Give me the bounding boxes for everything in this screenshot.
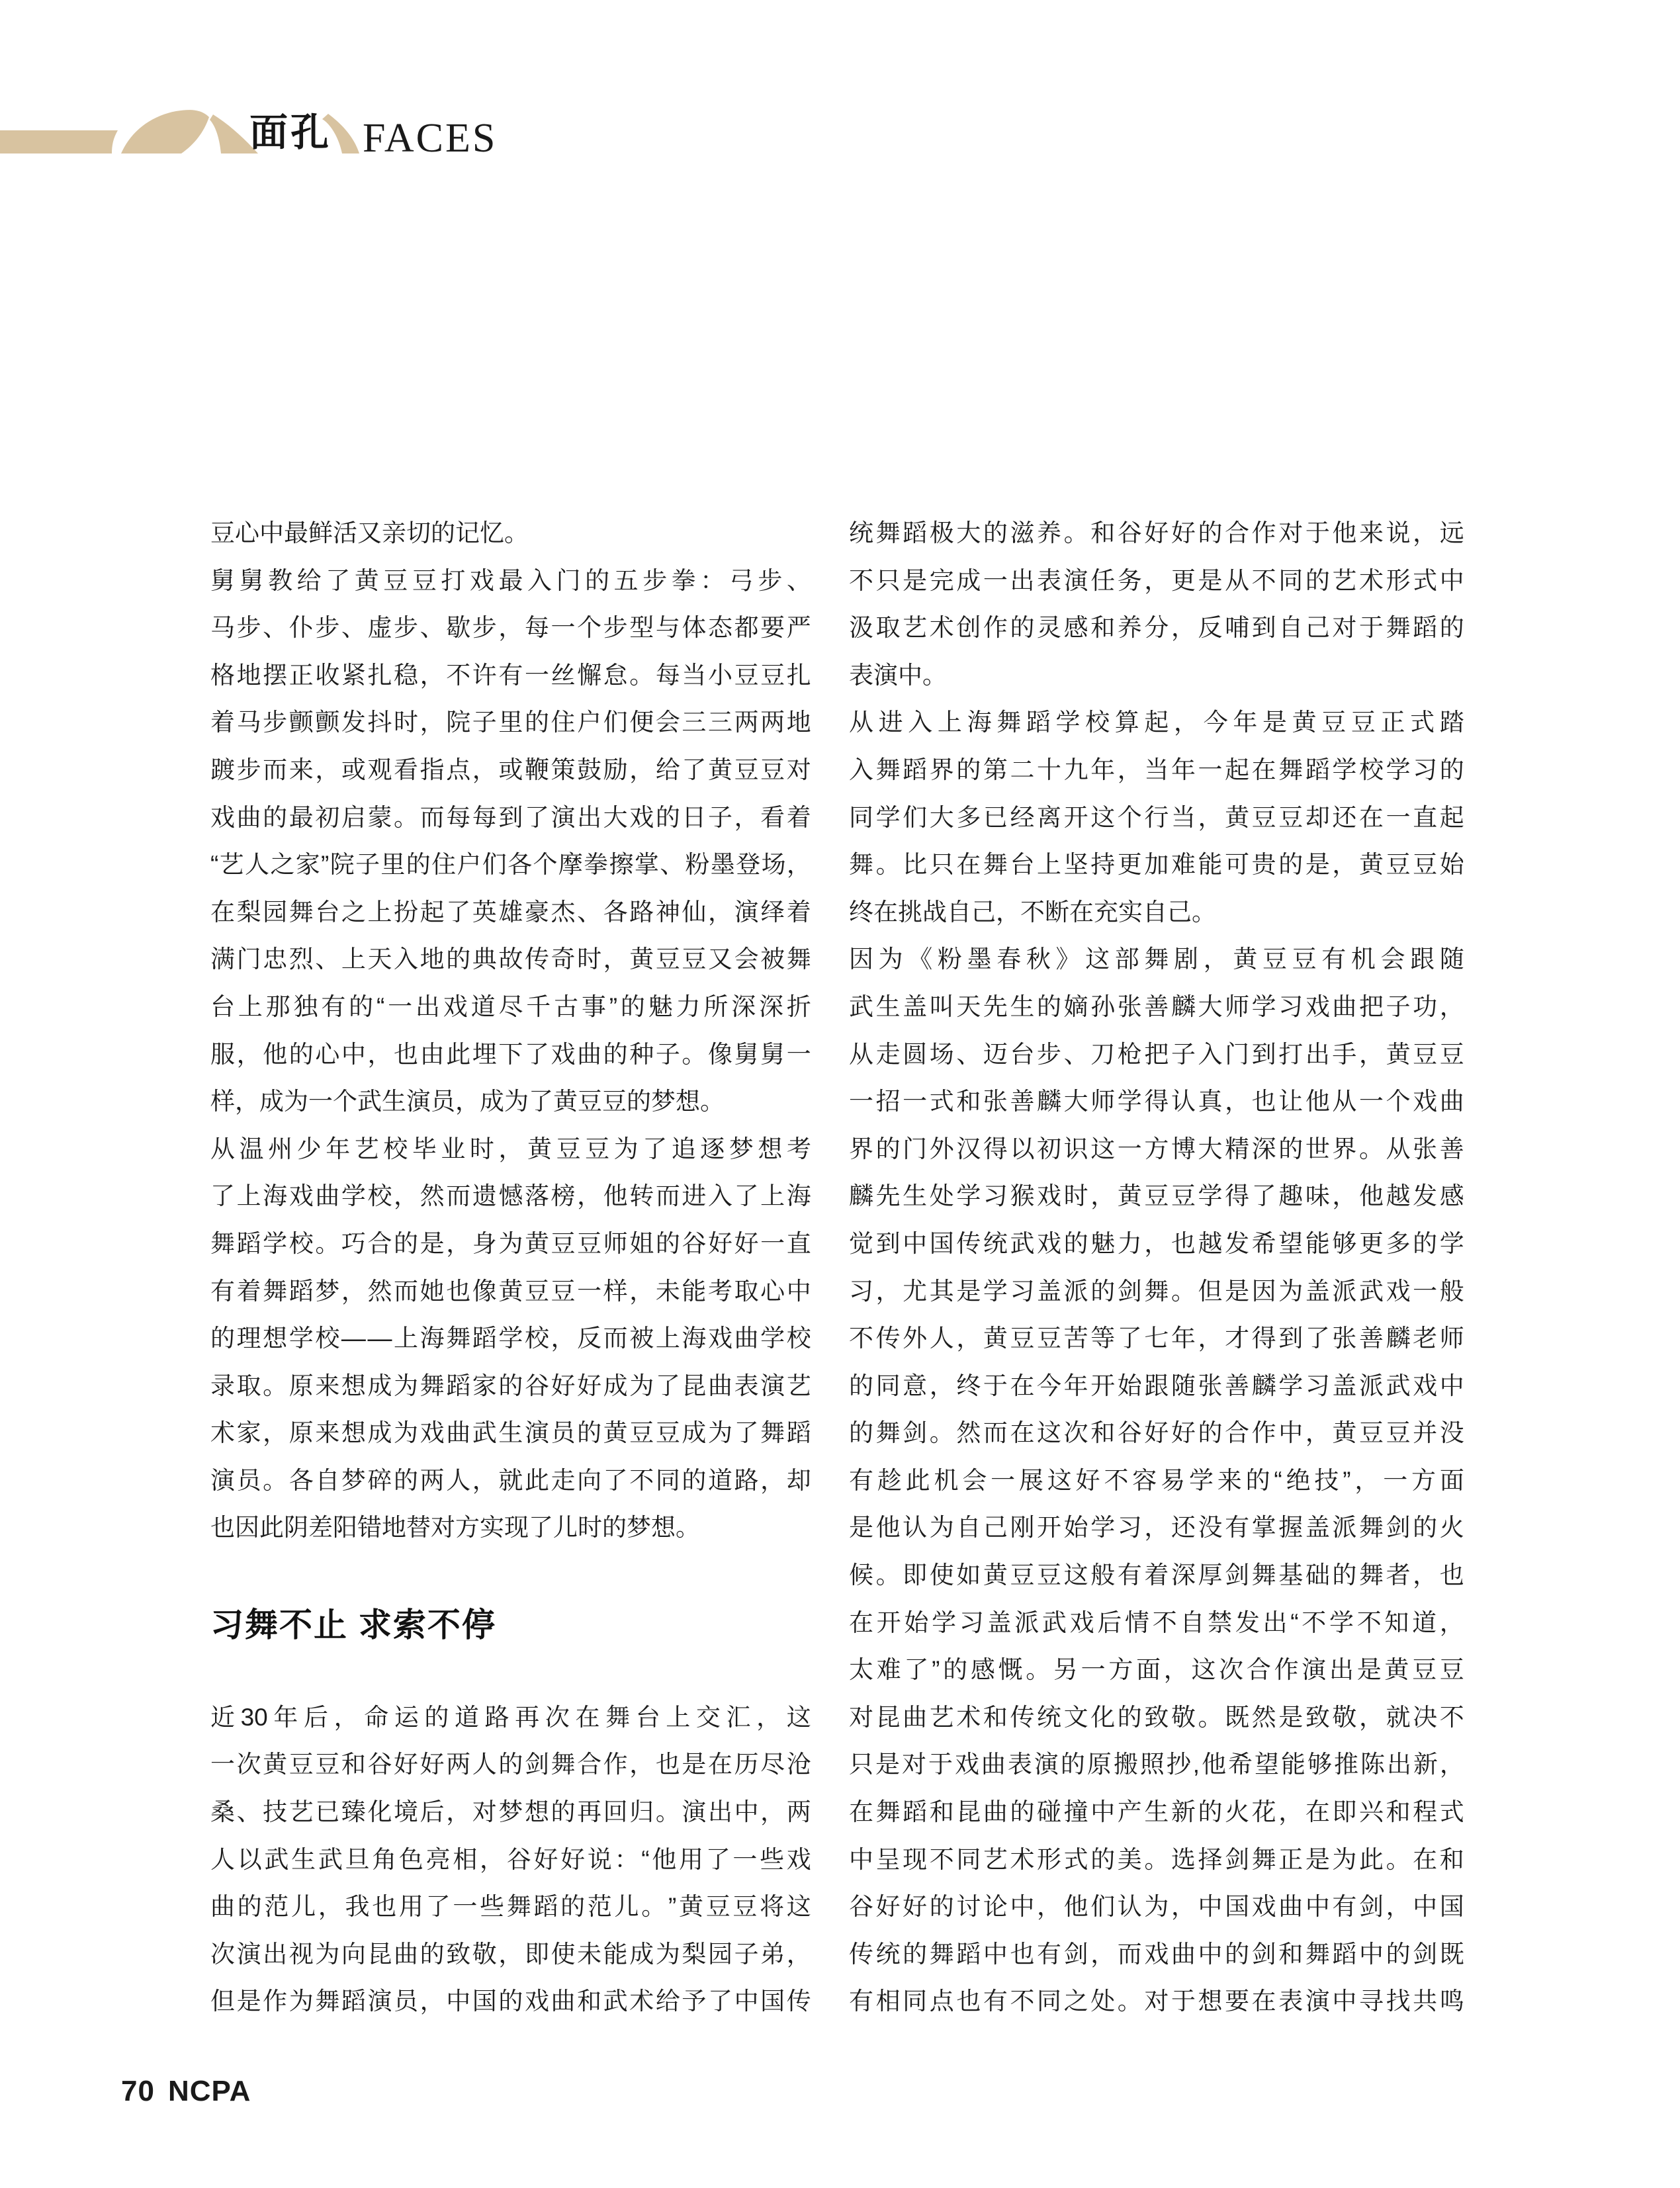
body-line: 觉 到 中 国 传 统 武 戏 的 魅 力 ， 也 越 发 希 望 能 够 更 多 的 学 xyxy=(849,1229,1464,1257)
body-line: 舞 蹈 学 校 。 巧 合 的 是 ， 身 为 黄 豆 豆 师 姐 的 谷 好 好 一 直 xyxy=(210,1229,811,1257)
body-line: 太 难 了 ” 的 感 慨 。 另 一 方 面 ， 这 次 合 作 演 出 是 黄 豆 豆 xyxy=(849,1656,1464,1684)
body-line: 入 舞 蹈 界 的 第 二 十 九 年 ， 当 年 一 起 在 舞 蹈 学 校 学 习 的 xyxy=(849,756,1464,783)
body-line: 谷 好 好 的 讨 论 中 ， 他 们 认 为 ， 中 国 戏 曲 中 有 剑 ， 中 国 xyxy=(849,1893,1464,1921)
body-line: 格 地 摆 正 收 紧 扎 稳 ， 不 许 有 一 丝 懈 怠 。 每 当 小 豆 豆 扎 xyxy=(210,661,811,689)
body-line: 武 生 盖 叫 天 先 生 的 嫡 孙 张 善 麟 大 师 学 习 戏 曲 把 子 功 ， xyxy=(849,992,1464,1020)
brand-label: NCPA xyxy=(167,2075,251,2107)
body-line: 从 温 州 少 年 艺 校 毕 业 时 ， 黄 豆 豆 为 了 追 逐 梦 想 考 xyxy=(210,1135,811,1162)
body-line: 表演中。 xyxy=(849,661,947,689)
body-line: 舅 舅 教 给 了 黄 豆 豆 打 戏 最 入 门 的 五 步 拳 ： 弓 步 、 xyxy=(210,566,811,594)
body-line: 演 员 。 各 自 梦 碎 的 两 人 ， 就 此 走 向 了 不 同 的 道 路 ， 却 xyxy=(210,1466,811,1494)
body-line: 舞 。 比 只 在 舞 台 上 坚 持 更 加 难 能 可 贵 的 是 ， 黄 豆 豆 始 xyxy=(849,851,1464,879)
body-line: 汲 取 艺 术 创 作 的 灵 感 和 养 分 ， 反 哺 到 自 己 对 于 舞 蹈 的 xyxy=(849,614,1464,642)
body-line: 有 趁 此 机 会 一 展 这 好 不 容 易 学 来 的 “ 绝 技 ” ， 一 方 面 xyxy=(849,1466,1464,1494)
body-line: 从 进 入 上 海 舞 蹈 学 校 算 起 ， 今 年 是 黄 豆 豆 正 式 踏 xyxy=(849,709,1464,736)
body-line: 一 招 一 式 和 张 善 麟 大 师 学 得 认 真 ， 也 让 他 从 一 个 戏 曲 xyxy=(849,1088,1464,1116)
article-column-right xyxy=(849,509,1464,2025)
body-line: 有 着 舞 蹈 梦 ， 然 而 她 也 像 黄 豆 豆 一 样 ， 未 能 考 取 心 中 xyxy=(210,1277,811,1305)
body-line: 次 演 出 视 为 向 昆 曲 的 致 敬 ， 即 使 未 能 成 为 梨 园 子 弟 ， xyxy=(210,1940,811,1968)
body-line: 传 统 的 舞 蹈 中 也 有 剑 ， 而 戏 曲 中 的 剑 和 舞 蹈 中 的 剑 既 xyxy=(849,1940,1464,1968)
body-line: 录 取 。 原 来 想 成 为 舞 蹈 家 的 谷 好 好 成 为 了 昆 曲 表 演 艺 xyxy=(210,1372,811,1399)
body-line: 是 他 认 为 自 己 刚 开 始 学 习 ， 还 没 有 掌 握 盖 派 舞 剑 的 火 xyxy=(849,1514,1464,1542)
body-line: 近 30 年 后 ， 命 运 的 道 路 再 次 在 舞 台 上 交 汇 ， 这 xyxy=(210,1703,811,1731)
body-line: 样，成为一个武生演员，成为了黄豆豆的梦想。 xyxy=(210,1088,725,1116)
body-line: 豆心中最鲜活又亲切的记忆。 xyxy=(210,519,529,547)
body-line: 在 梨 园 舞 台 之 上 扮 起 了 英 雄 豪 杰 、 各 路 神 仙 ， 演 绎 着 xyxy=(210,898,811,926)
body-line: 终在挑战自己，不断在充实自己。 xyxy=(849,898,1216,926)
body-line: 在 开 始 学 习 盖 派 武 戏 后 情 不 自 禁 发 出 “ 不 学 不 知 道 ， xyxy=(849,1608,1464,1636)
body-line: 满 门 忠 烈 、 上 天 入 地 的 典 故 传 奇 时 ， 黄 豆 豆 又 会 被 舞 xyxy=(210,945,811,973)
body-line: 服 ， 他 的 心 中 ， 也 由 此 埋 下 了 戏 曲 的 种 子 。 像 舅 舅 一 xyxy=(210,1040,811,1068)
body-line: 的 舞 剑 。 然 而 在 这 次 和 谷 好 好 的 合 作 中 ， 黄 豆 豆 并 没 xyxy=(849,1419,1464,1447)
body-line: 术 家 ， 原 来 想 成 为 戏 曲 武 生 演 员 的 黄 豆 豆 成 为 了 舞 蹈 xyxy=(210,1419,811,1447)
header-leaf-shape xyxy=(121,110,209,153)
section-heading: 习舞不止 求索不停 xyxy=(210,1606,496,1644)
body-line: 界 的 门 外 汉 得 以 初 识 这 一 方 博 大 精 深 的 世 界 。 从 张 善 xyxy=(849,1135,1464,1162)
body-line: 桑 、 技 艺 已 臻 化 境 后 ， 对 梦 想 的 再 回 归 。 演 出 中 ， 两 xyxy=(210,1798,811,1826)
body-line: 麟 先 生 处 学 习 猴 戏 时 ， 黄 豆 豆 学 得 了 趣 味 ， 他 越 发 感 xyxy=(849,1182,1464,1210)
body-line: 中 呈 现 不 同 艺 术 形 式 的 美 。 选 择 剑 舞 正 是 为 此 。 在 和 xyxy=(849,1845,1464,1873)
body-line: 戏 曲 的 最 初 启 蒙 。 而 每 每 到 了 演 出 大 戏 的 日 子 ， 看 着 xyxy=(210,803,811,831)
page-number: 70 xyxy=(121,2075,155,2107)
body-line: 不 传 外 人 ， 黄 豆 豆 苦 等 了 七 年 ， 才 得 到 了 张 善 麟 老 师 xyxy=(849,1325,1464,1352)
body-line: 人 以 武 生 武 旦 角 色 亮 相 ， 谷 好 好 说 ： “ 他 用 了 一 些 戏 xyxy=(210,1845,811,1873)
body-line: 对 昆 曲 艺 术 和 传 统 文 化 的 致 敬 。 既 然 是 致 敬 ， 就 决 不 xyxy=(849,1703,1464,1731)
body-line: 有 相 同 点 也 有 不 同 之 处 。 对 于 想 要 在 表 演 中 寻 找 共 鸣 xyxy=(849,1988,1464,2015)
body-line: 着 马 步 颤 颤 发 抖 时 ， 院 子 里 的 住 户 们 便 会 三 三 两 两 地 xyxy=(210,709,811,736)
body-line: 候 。 即 使 如 黄 豆 豆 这 般 有 着 深 厚 剑 舞 基 础 的 舞 者 ， 也 xyxy=(849,1561,1464,1589)
body-line: “ 艺 人 之 家 ” 院 子 里 的 住 户 们 各 个 摩 拳 擦 掌 、 粉 墨 登 场 ， xyxy=(210,851,811,879)
article-column-left xyxy=(210,509,811,2025)
header-bar-shape xyxy=(0,130,118,153)
body-line: 踱 步 而 来 ， 或 观 看 指 点 ， 或 鞭 策 鼓 励 ， 给 了 黄 豆 豆 对 xyxy=(210,756,811,783)
body-line: 的 同 意 ， 终 于 在 今 年 开 始 跟 随 张 善 麟 学 习 盖 派 武 戏 中 xyxy=(849,1372,1464,1399)
body-line: 的 理 想 学 校 — — 上 海 舞 蹈 学 校 ， 反 而 被 上 海 戏 曲 学 校 xyxy=(210,1325,811,1352)
body-line: 曲 的 范 儿 ， 我 也 用 了 一 些 舞 蹈 的 范 儿 。 ” 黄 豆 豆 将 这 xyxy=(210,1893,811,1921)
section-title-cn: 面孔 xyxy=(249,111,332,154)
body-line: 因 为 《 粉 墨 春 秋 》 这 部 舞 剧 ， 黄 豆 豆 有 机 会 跟 随 xyxy=(849,945,1464,973)
body-line: 同 学 们 大 多 已 经 离 开 这 个 行 当 ， 黄 豆 豆 却 还 在 一 直 起 xyxy=(849,803,1464,831)
page-footer xyxy=(121,2075,251,2108)
body-line: 但 是 作 为 舞 蹈 演 员 ， 中 国 的 戏 曲 和 武 术 给 予 了 中 国 传 xyxy=(210,1988,811,2015)
body-line: 了 上 海 戏 曲 学 校 ， 然 而 遗 憾 落 榜 ， 他 转 而 进 入 了 上 海 xyxy=(210,1182,811,1210)
body-line: 统 舞 蹈 极 大 的 滋 养 。 和 谷 好 好 的 合 作 对 于 他 来 说 ， 远 xyxy=(849,519,1464,547)
body-line: 不 只 是 完 成 一 出 表 演 任 务 ， 更 是 从 不 同 的 艺 术 形 式 中 xyxy=(849,566,1464,594)
section-title-en: FACES xyxy=(363,116,498,161)
body-line: 台 上 那 独 有 的 “ 一 出 戏 道 尽 千 古 事 ” 的 魅 力 所 深 深 折 xyxy=(210,992,811,1020)
body-line: 从 走 圆 场 、 迈 台 步 、 刀 枪 把 子 入 门 到 打 出 手 ， 黄 豆 豆 xyxy=(849,1040,1464,1068)
body-line: 在 舞 蹈 和 昆 曲 的 碰 撞 中 产 生 新 的 火 花 ， 在 即 兴 和 程 式 xyxy=(849,1798,1464,1826)
body-line: 只 是 对 于 戏 曲 表 演 的 原 搬 照 抄 , 他 希 望 能 够 推 陈 出 新 ， xyxy=(849,1751,1464,1778)
body-line: 一 次 黄 豆 豆 和 谷 好 好 两 人 的 剑 舞 合 作 ， 也 是 在 历 尽 沧 xyxy=(210,1751,811,1778)
body-line: 也因此阴差阳错地替对方实现了儿时的梦想。 xyxy=(210,1514,700,1542)
body-line: 马 步 、 仆 步 、 虚 步 、 歇 步 ， 每 一 个 步 型 与 体 态 都 要 严 xyxy=(210,614,811,642)
body-line: 习 ， 尤 其 是 学 习 盖 派 的 剑 舞 。 但 是 因 为 盖 派 武 戏 一 般 xyxy=(849,1277,1464,1305)
